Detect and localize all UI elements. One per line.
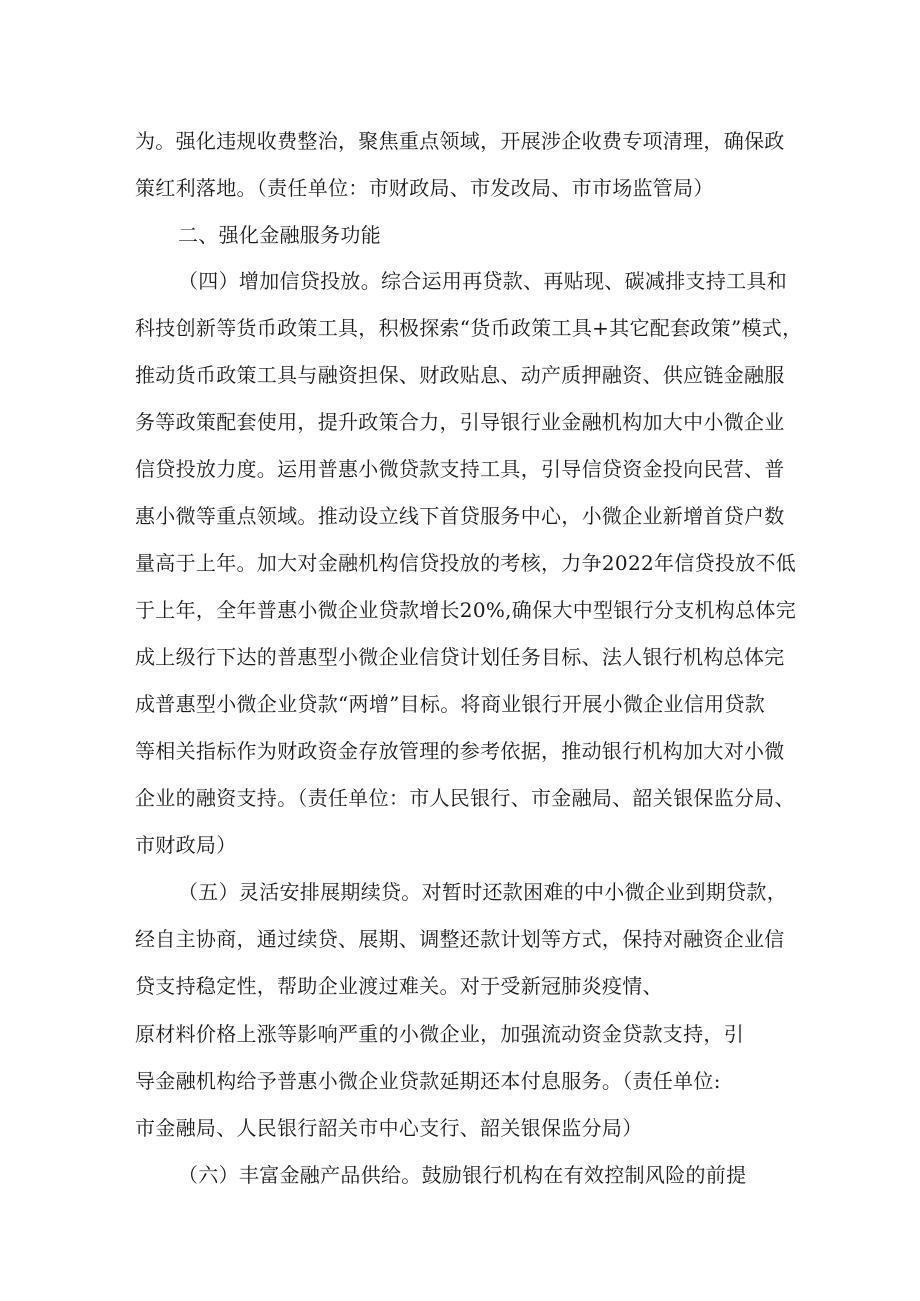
paragraph-line: （四）增加信贷投放。综合运用再贷款、再贴现、碳减排支持工具和 xyxy=(178,269,787,293)
paragraph-line: 于上年，全年普惠小微企业贷款增长20%,确保大中型银行分支机构总体完 xyxy=(135,598,797,622)
paragraph-line: 导金融机构给予普惠小微企业贷款延期还本付息服务。（责任单位: xyxy=(135,1069,721,1093)
paragraph-line: 市金融局、人民银行韶关市中心支行、韶关银保监分局） xyxy=(135,1116,643,1140)
section-heading: 二、强化金融服务功能 xyxy=(178,223,381,247)
paragraph-line: 企业的融资支持。（责任单位：市人民银行、市金融局、韶关银保监分局、 xyxy=(135,786,795,810)
paragraph-line: 成普惠型小微企业贷款“两增”目标。将商业银行开展小微企业信用贷款 xyxy=(135,692,766,716)
paragraph-line: （五）灵活安排展期续贷。对暂时还款困难的中小微企业到期贷款， xyxy=(178,880,787,904)
paragraph-line: 等相关指标作为财政资金存放管理的参考依据，推动银行机构加大对小微 xyxy=(135,739,785,763)
paragraph-line: 市财政局） xyxy=(135,833,237,857)
paragraph-line: 为。强化违规收费整治，聚焦重点领域，开展涉企收费专项清理，确保政 xyxy=(135,129,785,153)
paragraph-line: 推动货币政策工具与融资担保、财政贴息、动产质押融资、供应链金融服 xyxy=(135,363,785,387)
paragraph-line: 科技创新等货币政策工具，积极探索“货币政策工具+其它配套政策”模式， xyxy=(135,316,803,340)
paragraph-line: 贷支持稳定性，帮助企业渡过难关。对于受新冠肺炎疫情、 xyxy=(135,974,663,998)
paragraph-line: 原材料价格上涨等影响严重的小微企业，加强流动资金贷款支持，引 xyxy=(135,1022,744,1046)
paragraph-line: 惠小微等重点领域。推动设立线下首贷服务中心，小微企业新增首贷户数 xyxy=(135,504,785,528)
paragraph-line: 成上级行下达的普惠型小微企业信贷计划任务目标、法人银行机构总体完 xyxy=(135,645,785,669)
paragraph-line: （六）丰富金融产品供给。鼓励银行机构在有效控制风险的前提 xyxy=(178,1163,747,1187)
paragraph-line: 策红利落地。（责任单位：市财政局、市发改局、市市场监管局） xyxy=(135,176,714,200)
paragraph-line: 经自主协商，通过续贷、展期、调整还款计划等方式，保持对融资企业信 xyxy=(135,927,785,951)
paragraph-line: 信贷投放力度。运用普惠小微贷款支持工具，引导信贷资金投向民营、普 xyxy=(135,457,785,481)
paragraph-line: 务等政策配套使用，提升政策合力，引导银行业金融机构加大中小微企业 xyxy=(135,410,785,434)
paragraph-line: 量高于上年。加大对金融机构信贷投放的考核，力争2022年信贷投放不低 xyxy=(135,551,797,575)
